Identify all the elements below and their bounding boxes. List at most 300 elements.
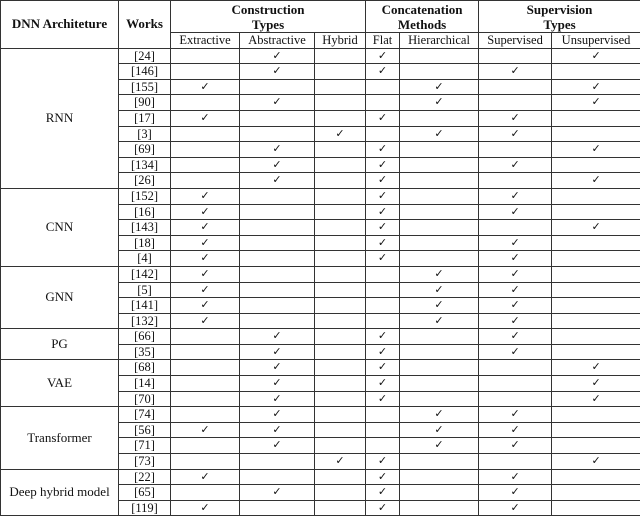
hierarchical-cell — [400, 126, 479, 142]
abstractive-cell — [240, 422, 315, 438]
work-reference-cell: [3] — [119, 126, 171, 142]
unsupervised-cell — [552, 110, 640, 126]
checkmark-icon: ✓ — [510, 157, 520, 171]
table-row — [1, 266, 640, 282]
flat-cell — [366, 454, 400, 470]
checkmark-icon: ✓ — [510, 469, 520, 483]
abstractive-cell — [240, 344, 315, 360]
abstractive-cell — [240, 251, 315, 267]
checkmark-icon: ✓ — [272, 422, 282, 436]
hybrid-cell — [315, 282, 366, 298]
work-reference-cell: [17] — [119, 110, 171, 126]
hybrid-cell — [315, 235, 366, 251]
abstractive-cell — [240, 360, 315, 376]
work-reference-cell: [4] — [119, 251, 171, 267]
supervised-cell — [479, 173, 552, 189]
flat-cell — [366, 298, 400, 314]
hierarchical-cell — [400, 422, 479, 438]
abstractive-cell — [240, 500, 315, 516]
work-reference-cell: [22] — [119, 469, 171, 485]
unsupervised-cell — [552, 469, 640, 485]
extractive-cell — [171, 173, 240, 189]
hierarchical-cell — [400, 188, 479, 204]
supervised-cell — [479, 485, 552, 501]
checkmark-icon: ✓ — [272, 438, 282, 452]
abstractive-cell — [240, 235, 315, 251]
checkmark-icon: ✓ — [377, 360, 388, 374]
flat-cell — [366, 344, 400, 360]
hybrid-cell — [315, 298, 366, 314]
abstractive-cell — [240, 173, 315, 189]
hybrid-cell — [315, 407, 366, 423]
checkmark-icon: ✓ — [591, 454, 601, 468]
checkmark-icon: ✓ — [377, 235, 388, 249]
hierarchical-cell — [400, 173, 479, 189]
work-reference-cell: [65] — [119, 485, 171, 501]
flat-cell — [366, 407, 400, 423]
architecture-cell: PG — [1, 329, 119, 360]
work-reference-cell: [90] — [119, 95, 171, 111]
extractive-cell — [171, 48, 240, 64]
unsupervised-cell — [552, 298, 640, 314]
checkmark-icon: ✓ — [434, 438, 444, 452]
checkmark-icon: ✓ — [200, 204, 210, 218]
extractive-cell — [171, 422, 240, 438]
work-reference-cell: [142] — [119, 266, 171, 282]
abstractive-cell — [240, 282, 315, 298]
header-line: Methods — [397, 16, 447, 32]
checkmark-icon: ✓ — [200, 220, 210, 234]
flat-cell — [366, 204, 400, 220]
checkmark-icon: ✓ — [272, 407, 282, 421]
extractive-cell — [171, 360, 240, 376]
checkmark-icon: ✓ — [377, 485, 388, 499]
checkmark-icon: ✓ — [591, 48, 601, 62]
extractive-cell — [171, 126, 240, 142]
checkmark-icon: ✓ — [272, 142, 282, 156]
table-body — [1, 48, 640, 516]
flat-cell — [366, 126, 400, 142]
abstractive-cell — [240, 485, 315, 501]
flat-cell — [366, 220, 400, 236]
supervised-cell — [479, 188, 552, 204]
unsupervised-cell — [552, 329, 640, 345]
checkmark-icon: ✓ — [272, 391, 282, 405]
supervised-cell — [479, 313, 552, 329]
checkmark-icon: ✓ — [377, 220, 388, 234]
unsupervised-cell — [552, 48, 640, 64]
hybrid-cell — [315, 173, 366, 189]
checkmark-icon: ✓ — [200, 110, 210, 124]
unsupervised-cell — [552, 64, 640, 80]
hybrid-cell — [315, 360, 366, 376]
flat-cell — [366, 188, 400, 204]
abstractive-cell — [240, 438, 315, 454]
hybrid-cell — [315, 48, 366, 64]
extractive-cell — [171, 469, 240, 485]
work-reference-cell: [26] — [119, 173, 171, 189]
work-reference-cell: [71] — [119, 438, 171, 454]
architecture-cell: RNN — [1, 48, 119, 188]
abstractive-cell — [240, 204, 315, 220]
hierarchical-cell — [400, 266, 479, 282]
checkmark-icon: ✓ — [510, 298, 520, 312]
checkmark-icon: ✓ — [510, 110, 520, 124]
header-unsupervised: Unsupervised — [552, 33, 640, 49]
work-reference-cell: [5] — [119, 282, 171, 298]
checkmark-icon: ✓ — [434, 407, 444, 421]
checkmark-icon: ✓ — [200, 282, 210, 296]
hierarchical-cell — [400, 298, 479, 314]
checkmark-icon: ✓ — [510, 251, 520, 265]
unsupervised-cell — [552, 188, 640, 204]
hierarchical-cell — [400, 438, 479, 454]
unsupervised-cell — [552, 500, 640, 516]
hierarchical-cell — [400, 64, 479, 80]
abstractive-cell — [240, 157, 315, 173]
hybrid-cell — [315, 142, 366, 158]
unsupervised-cell — [552, 454, 640, 470]
checkmark-icon: ✓ — [434, 126, 444, 140]
checkmark-icon: ✓ — [272, 48, 282, 62]
abstractive-cell — [240, 469, 315, 485]
supervised-cell — [479, 142, 552, 158]
abstractive-cell — [240, 64, 315, 80]
supervised-cell — [479, 360, 552, 376]
extractive-cell — [171, 235, 240, 251]
work-reference-cell: [68] — [119, 360, 171, 376]
table-row — [1, 188, 640, 204]
unsupervised-cell — [552, 126, 640, 142]
flat-cell — [366, 95, 400, 111]
hierarchical-cell — [400, 407, 479, 423]
flat-cell — [366, 329, 400, 345]
abstractive-cell — [240, 391, 315, 407]
unsupervised-cell — [552, 142, 640, 158]
hybrid-cell — [315, 454, 366, 470]
hybrid-cell — [315, 188, 366, 204]
unsupervised-cell — [552, 376, 640, 392]
extractive-cell — [171, 313, 240, 329]
flat-cell — [366, 282, 400, 298]
checkmark-icon: ✓ — [591, 360, 601, 374]
checkmark-icon: ✓ — [377, 188, 388, 202]
work-reference-cell: [66] — [119, 329, 171, 345]
supervised-cell — [479, 95, 552, 111]
hierarchical-cell — [400, 376, 479, 392]
hybrid-cell — [315, 251, 366, 267]
abstractive-cell — [240, 266, 315, 282]
abstractive-cell — [240, 329, 315, 345]
checkmark-icon: ✓ — [434, 313, 444, 327]
work-reference-cell: [132] — [119, 313, 171, 329]
hierarchical-cell — [400, 282, 479, 298]
unsupervised-cell — [552, 422, 640, 438]
checkmark-icon: ✓ — [200, 313, 210, 327]
flat-cell — [366, 376, 400, 392]
checkmark-icon: ✓ — [510, 266, 520, 280]
hybrid-cell — [315, 220, 366, 236]
hierarchical-cell — [400, 110, 479, 126]
flat-cell — [366, 173, 400, 189]
unsupervised-cell — [552, 313, 640, 329]
checkmark-icon: ✓ — [591, 79, 601, 93]
checkmark-icon: ✓ — [200, 251, 210, 265]
supervised-cell — [479, 500, 552, 516]
header-extractive: Extractive — [171, 33, 240, 49]
unsupervised-cell — [552, 391, 640, 407]
flat-cell — [366, 438, 400, 454]
extractive-cell — [171, 298, 240, 314]
checkmark-icon: ✓ — [510, 188, 520, 202]
supervised-cell — [479, 266, 552, 282]
hierarchical-cell — [400, 79, 479, 95]
table-row — [1, 48, 640, 64]
unsupervised-cell — [552, 438, 640, 454]
checkmark-icon: ✓ — [377, 110, 388, 124]
abstractive-cell — [240, 110, 315, 126]
abstractive-cell — [240, 126, 315, 142]
extractive-cell — [171, 391, 240, 407]
header-works: Works — [119, 1, 171, 49]
checkmark-icon: ✓ — [510, 126, 520, 140]
hierarchical-cell — [400, 454, 479, 470]
checkmark-icon: ✓ — [377, 48, 388, 62]
hierarchical-cell — [400, 204, 479, 220]
table-row — [1, 360, 640, 376]
hierarchical-cell — [400, 469, 479, 485]
header-concatenation-methods — [366, 1, 479, 33]
supervised-cell — [479, 64, 552, 80]
extractive-cell — [171, 438, 240, 454]
checkmark-icon: ✓ — [510, 438, 520, 452]
hierarchical-cell — [400, 48, 479, 64]
checkmark-icon: ✓ — [377, 204, 388, 218]
abstractive-cell — [240, 48, 315, 64]
checkmark-icon: ✓ — [510, 204, 520, 218]
flat-cell — [366, 500, 400, 516]
checkmark-icon: ✓ — [272, 344, 282, 358]
flat-cell — [366, 142, 400, 158]
work-reference-cell: [70] — [119, 391, 171, 407]
hybrid-cell — [315, 422, 366, 438]
abstractive-cell — [240, 454, 315, 470]
hybrid-cell — [315, 329, 366, 345]
work-reference-cell: [119] — [119, 500, 171, 516]
flat-cell — [366, 266, 400, 282]
extractive-cell — [171, 407, 240, 423]
flat-cell — [366, 391, 400, 407]
checkmark-icon: ✓ — [200, 298, 210, 312]
hierarchical-cell — [400, 391, 479, 407]
checkmark-icon: ✓ — [200, 266, 210, 280]
supervised-cell — [479, 344, 552, 360]
extractive-cell — [171, 110, 240, 126]
extractive-cell — [171, 220, 240, 236]
unsupervised-cell — [552, 235, 640, 251]
hybrid-cell — [315, 64, 366, 80]
supervised-cell — [479, 407, 552, 423]
checkmark-icon: ✓ — [434, 95, 444, 109]
hierarchical-cell — [400, 485, 479, 501]
checkmark-icon: ✓ — [434, 79, 444, 93]
hierarchical-cell — [400, 313, 479, 329]
checkmark-icon: ✓ — [377, 391, 388, 405]
hybrid-cell — [315, 344, 366, 360]
hybrid-cell — [315, 469, 366, 485]
supervised-cell — [479, 251, 552, 267]
flat-cell — [366, 157, 400, 173]
abstractive-cell — [240, 188, 315, 204]
checkmark-icon: ✓ — [591, 173, 601, 187]
checkmark-icon: ✓ — [510, 422, 520, 436]
checkmark-icon: ✓ — [377, 500, 388, 514]
header-supervision-types — [479, 1, 640, 33]
header-line: Types — [251, 16, 285, 32]
hierarchical-cell — [400, 500, 479, 516]
hybrid-cell — [315, 313, 366, 329]
work-reference-cell: [18] — [119, 235, 171, 251]
checkmark-icon: ✓ — [200, 235, 210, 249]
hybrid-cell — [315, 266, 366, 282]
supervised-cell — [479, 376, 552, 392]
checkmark-icon: ✓ — [272, 376, 282, 390]
work-reference-cell: [143] — [119, 220, 171, 236]
flat-cell — [366, 485, 400, 501]
checkmark-icon: ✓ — [591, 95, 601, 109]
unsupervised-cell — [552, 79, 640, 95]
work-reference-cell: [73] — [119, 454, 171, 470]
header-abstractive: Abstractive — [240, 33, 315, 49]
hierarchical-cell — [400, 235, 479, 251]
extractive-cell — [171, 266, 240, 282]
supervised-cell — [479, 220, 552, 236]
abstractive-cell — [240, 313, 315, 329]
hybrid-cell — [315, 376, 366, 392]
hybrid-cell — [315, 500, 366, 516]
unsupervised-cell — [552, 407, 640, 423]
checkmark-icon: ✓ — [200, 469, 210, 483]
unsupervised-cell — [552, 360, 640, 376]
work-reference-cell: [35] — [119, 344, 171, 360]
checkmark-icon: ✓ — [377, 329, 388, 343]
checkmark-icon: ✓ — [510, 235, 520, 249]
hybrid-cell — [315, 79, 366, 95]
extractive-cell — [171, 329, 240, 345]
checkmark-icon: ✓ — [272, 485, 282, 499]
checkmark-icon: ✓ — [272, 157, 282, 171]
supervised-cell — [479, 438, 552, 454]
checkmark-icon: ✓ — [377, 173, 388, 187]
supervised-cell — [479, 454, 552, 470]
unsupervised-cell — [552, 220, 640, 236]
checkmark-icon: ✓ — [591, 142, 601, 156]
checkmark-icon: ✓ — [272, 329, 282, 343]
checkmark-icon: ✓ — [272, 95, 282, 109]
hybrid-cell — [315, 485, 366, 501]
table-row — [1, 407, 640, 423]
abstractive-cell — [240, 95, 315, 111]
checkmark-icon: ✓ — [377, 469, 388, 483]
unsupervised-cell — [552, 157, 640, 173]
header-dnn-architecture: DNN Architeture — [1, 1, 119, 49]
supervised-cell — [479, 79, 552, 95]
checkmark-icon: ✓ — [335, 454, 345, 468]
flat-cell — [366, 422, 400, 438]
checkmark-icon: ✓ — [510, 485, 520, 499]
supervised-cell — [479, 391, 552, 407]
hybrid-cell — [315, 126, 366, 142]
flat-cell — [366, 64, 400, 80]
abstractive-cell — [240, 142, 315, 158]
checkmark-icon: ✓ — [272, 64, 282, 78]
checkmark-icon: ✓ — [510, 329, 520, 343]
supervised-cell — [479, 282, 552, 298]
hierarchical-cell — [400, 329, 479, 345]
checkmark-icon: ✓ — [200, 422, 210, 436]
architecture-cell: VAE — [1, 360, 119, 407]
flat-cell — [366, 360, 400, 376]
work-reference-cell: [134] — [119, 157, 171, 173]
work-reference-cell: [74] — [119, 407, 171, 423]
supervised-cell — [479, 48, 552, 64]
extractive-cell — [171, 251, 240, 267]
abstractive-cell — [240, 220, 315, 236]
checkmark-icon: ✓ — [272, 360, 282, 374]
checkmark-icon: ✓ — [434, 298, 444, 312]
checkmark-icon: ✓ — [510, 344, 520, 358]
supervised-cell — [479, 235, 552, 251]
work-reference-cell: [56] — [119, 422, 171, 438]
checkmark-icon: ✓ — [591, 220, 601, 234]
supervised-cell — [479, 204, 552, 220]
extractive-cell — [171, 79, 240, 95]
header-line: Construction — [231, 1, 305, 17]
unsupervised-cell — [552, 95, 640, 111]
work-reference-cell: [14] — [119, 376, 171, 392]
extractive-cell — [171, 485, 240, 501]
extractive-cell — [171, 376, 240, 392]
flat-cell — [366, 251, 400, 267]
abstractive-cell — [240, 79, 315, 95]
unsupervised-cell — [552, 251, 640, 267]
checkmark-icon: ✓ — [591, 391, 601, 405]
supervised-cell — [479, 126, 552, 142]
abstractive-cell — [240, 376, 315, 392]
extractive-cell — [171, 95, 240, 111]
hierarchical-cell — [400, 95, 479, 111]
checkmark-icon: ✓ — [377, 251, 388, 265]
work-reference-cell: [155] — [119, 79, 171, 95]
header-line: Concatenation — [381, 1, 463, 17]
architecture-cell: Transformer — [1, 407, 119, 469]
flat-cell — [366, 469, 400, 485]
work-reference-cell: [24] — [119, 48, 171, 64]
hybrid-cell — [315, 157, 366, 173]
work-reference-cell: [16] — [119, 204, 171, 220]
supervised-cell — [479, 469, 552, 485]
table-row — [1, 329, 640, 345]
hierarchical-cell — [400, 220, 479, 236]
flat-cell — [366, 48, 400, 64]
unsupervised-cell — [552, 485, 640, 501]
checkmark-icon: ✓ — [510, 282, 520, 296]
checkmark-icon: ✓ — [200, 500, 210, 514]
checkmark-icon: ✓ — [200, 79, 210, 93]
flat-cell — [366, 79, 400, 95]
extractive-cell — [171, 454, 240, 470]
checkmark-icon: ✓ — [377, 454, 388, 468]
